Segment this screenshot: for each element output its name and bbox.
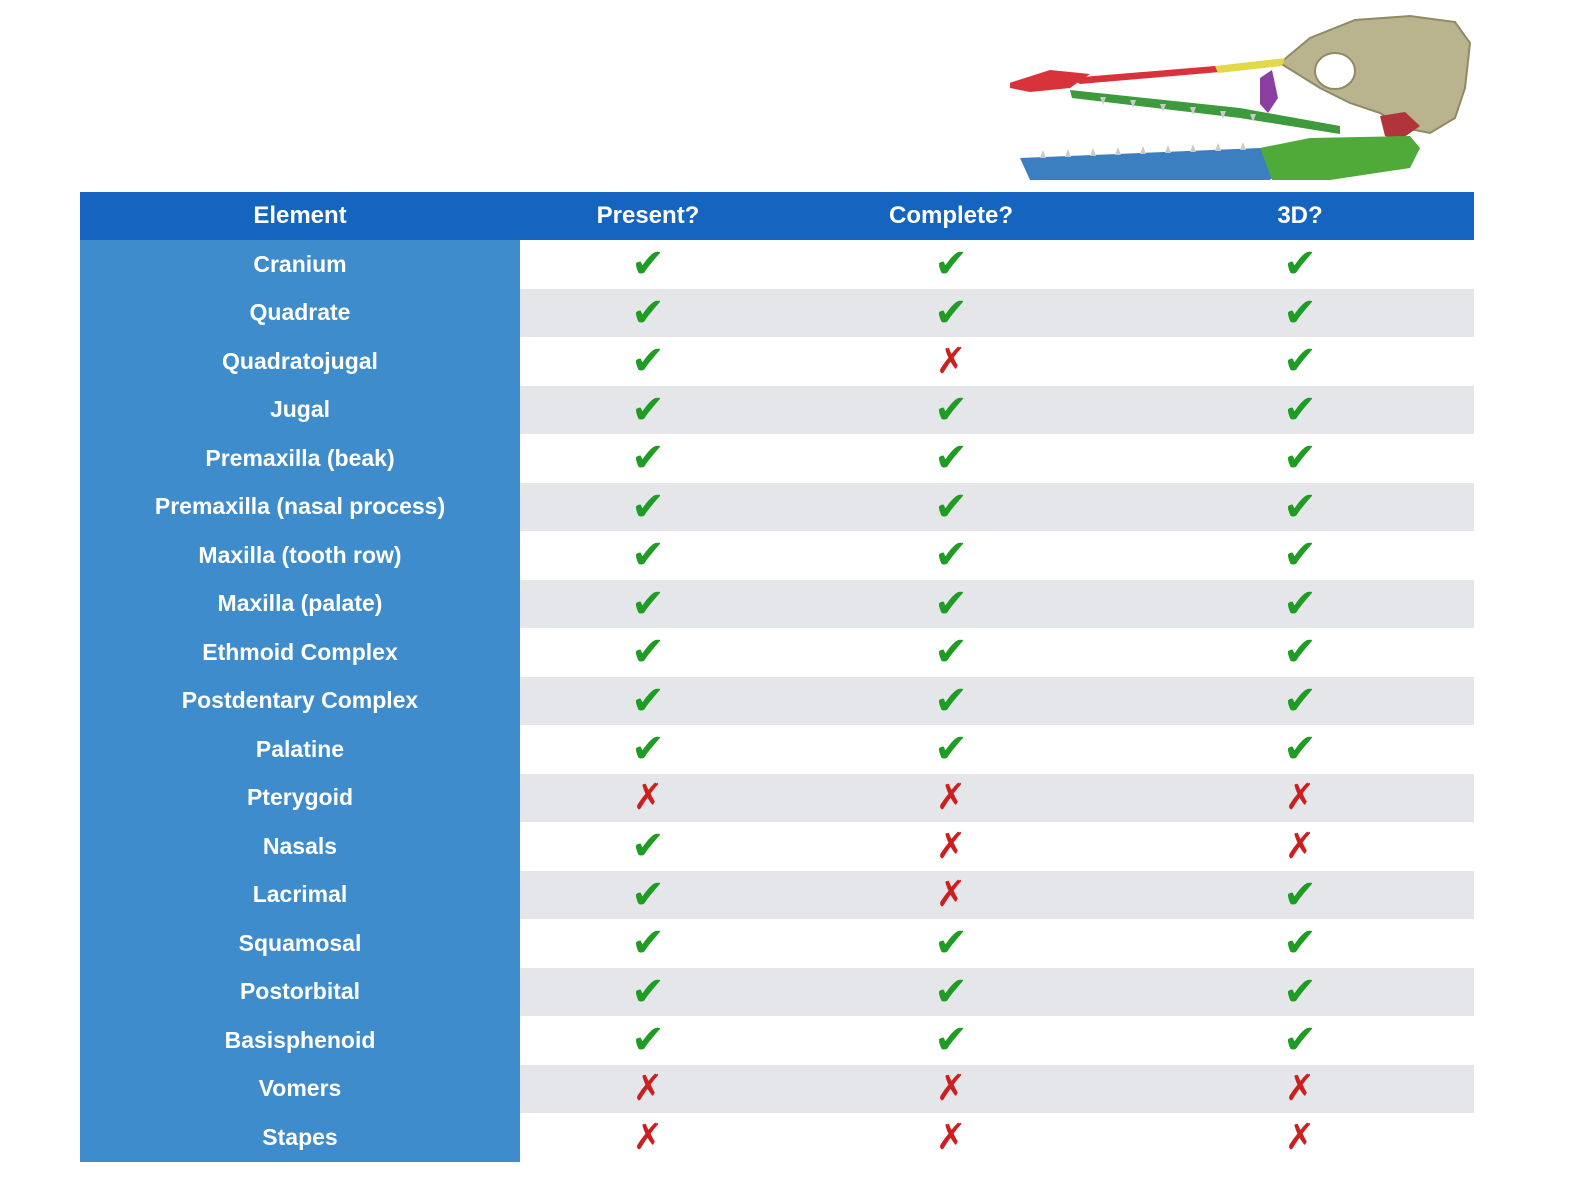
table-row	[80, 289, 1474, 338]
check-icon-three_d: ✔	[1126, 240, 1474, 289]
table-row	[80, 871, 1474, 920]
element-label: Nasals	[80, 822, 520, 871]
header-3d: 3D?	[1277, 202, 1323, 229]
element-label: Ethmoid Complex	[80, 628, 520, 677]
header-present: Present?	[596, 202, 700, 229]
check-icon-present: ✔	[520, 580, 776, 629]
check-icon-present: ✔	[520, 822, 776, 871]
check-icon-present: ✔	[520, 434, 776, 483]
check-icon-three_d: ✔	[1126, 871, 1474, 920]
skull-dentary	[1020, 148, 1280, 180]
cross-icon-complete: ✗	[776, 337, 1126, 386]
check-icon-present: ✔	[520, 968, 776, 1017]
check-icon-three_d: ✔	[1126, 531, 1474, 580]
cross-icon-complete: ✗	[776, 871, 1126, 920]
element-label: Premaxilla (nasal process)	[80, 483, 520, 532]
skull-orbit	[1315, 53, 1355, 89]
table-row	[80, 580, 1474, 629]
table-row	[80, 725, 1474, 774]
table-row	[80, 240, 1474, 289]
header-element: Element	[253, 202, 347, 229]
skull-nasal-process	[1070, 66, 1220, 84]
element-label: Quadratojugal	[80, 337, 520, 386]
check-icon-complete: ✔	[776, 919, 1126, 968]
check-icon-present: ✔	[520, 1016, 776, 1065]
cross-icon-present: ✗	[520, 1065, 776, 1114]
table-row	[80, 337, 1474, 386]
element-label: Basisphenoid	[80, 1016, 520, 1065]
check-icon-present: ✔	[520, 677, 776, 726]
element-label: Jugal	[80, 386, 520, 435]
skull-illustration	[1010, 8, 1490, 193]
check-icon-present: ✔	[520, 725, 776, 774]
header-complete: Complete?	[888, 202, 1013, 229]
cross-icon-complete: ✗	[776, 822, 1126, 871]
check-icon-complete: ✔	[776, 1016, 1126, 1065]
check-icon-three_d: ✔	[1126, 289, 1474, 338]
check-icon-complete: ✔	[776, 531, 1126, 580]
table-row	[80, 919, 1474, 968]
table-row	[80, 822, 1474, 871]
check-icon-complete: ✔	[776, 289, 1126, 338]
element-label: Maxilla (palate)	[80, 580, 520, 629]
check-icon-complete: ✔	[776, 628, 1126, 677]
cross-icon-three_d: ✗	[1126, 774, 1474, 823]
table-row	[80, 774, 1474, 823]
check-icon-complete: ✔	[776, 483, 1126, 532]
check-icon-three_d: ✔	[1126, 968, 1474, 1017]
element-label: Vomers	[80, 1065, 520, 1114]
table-row	[80, 386, 1474, 435]
skull-cranium	[1280, 16, 1470, 133]
check-icon-three_d: ✔	[1126, 725, 1474, 774]
element-table	[80, 192, 1474, 1162]
check-icon-three_d: ✔	[1126, 483, 1474, 532]
check-icon-complete: ✔	[776, 240, 1126, 289]
element-label: Stapes	[80, 1113, 520, 1162]
skull-nasal	[1215, 58, 1285, 73]
check-icon-complete: ✔	[776, 725, 1126, 774]
check-icon-present: ✔	[520, 919, 776, 968]
table-row	[80, 483, 1474, 532]
check-icon-complete: ✔	[776, 434, 1126, 483]
element-label: Premaxilla (beak)	[80, 434, 520, 483]
table-row	[80, 968, 1474, 1017]
check-icon-complete: ✔	[776, 968, 1126, 1017]
cross-icon-complete: ✗	[776, 774, 1126, 823]
element-label: Quadrate	[80, 289, 520, 338]
table-row	[80, 677, 1474, 726]
cross-icon-three_d: ✗	[1126, 822, 1474, 871]
check-icon-present: ✔	[520, 240, 776, 289]
element-label: Cranium	[80, 240, 520, 289]
element-label: Postorbital	[80, 968, 520, 1017]
table-row	[80, 1065, 1474, 1114]
check-icon-present: ✔	[520, 337, 776, 386]
check-icon-three_d: ✔	[1126, 580, 1474, 629]
skull-maxilla	[1070, 90, 1340, 134]
table-header	[80, 192, 1474, 240]
skull-quadrate	[1260, 70, 1278, 113]
table-row	[80, 628, 1474, 677]
element-label: Postdentary Complex	[80, 677, 520, 726]
element-label: Palatine	[80, 725, 520, 774]
table-row	[80, 434, 1474, 483]
table-row	[80, 1113, 1474, 1162]
check-icon-three_d: ✔	[1126, 677, 1474, 726]
element-label: Pterygoid	[80, 774, 520, 823]
cross-icon-complete: ✗	[776, 1065, 1126, 1114]
cross-icon-three_d: ✗	[1126, 1113, 1474, 1162]
check-icon-complete: ✔	[776, 580, 1126, 629]
cross-icon-present: ✗	[520, 1113, 776, 1162]
table-row	[80, 1016, 1474, 1065]
check-icon-present: ✔	[520, 386, 776, 435]
check-icon-present: ✔	[520, 483, 776, 532]
check-icon-present: ✔	[520, 289, 776, 338]
check-icon-three_d: ✔	[1126, 1016, 1474, 1065]
table-row	[80, 531, 1474, 580]
check-icon-complete: ✔	[776, 677, 1126, 726]
check-icon-three_d: ✔	[1126, 434, 1474, 483]
cross-icon-present: ✗	[520, 774, 776, 823]
element-label: Lacrimal	[80, 871, 520, 920]
cross-icon-three_d: ✗	[1126, 1065, 1474, 1114]
cross-icon-complete: ✗	[776, 1113, 1126, 1162]
check-icon-three_d: ✔	[1126, 386, 1474, 435]
skull-postdentary	[1260, 136, 1420, 180]
check-icon-complete: ✔	[776, 386, 1126, 435]
check-icon-present: ✔	[520, 531, 776, 580]
check-icon-three_d: ✔	[1126, 628, 1474, 677]
check-icon-present: ✔	[520, 871, 776, 920]
element-label: Maxilla (tooth row)	[80, 531, 520, 580]
check-icon-present: ✔	[520, 628, 776, 677]
check-icon-three_d: ✔	[1126, 919, 1474, 968]
check-icon-three_d: ✔	[1126, 337, 1474, 386]
element-label: Squamosal	[80, 919, 520, 968]
table-body	[80, 240, 1474, 1162]
